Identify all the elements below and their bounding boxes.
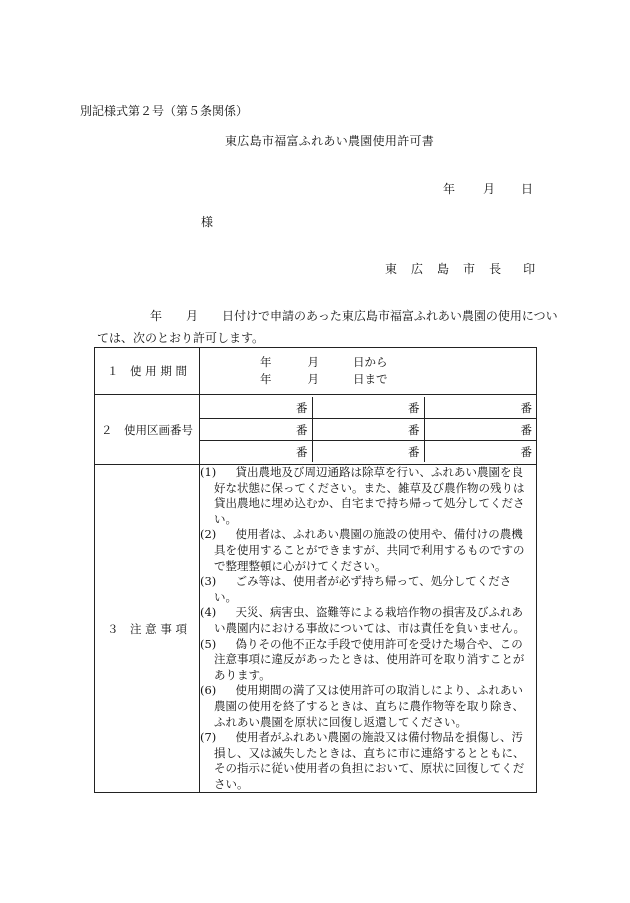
plot-number-cell: 番 [312,441,424,463]
precaution-number: (6) [200,683,217,698]
period-from: 年 月 日から [260,355,388,369]
precaution-line: で整理整頓に心がけてください。 [214,558,387,573]
usage-period-row [95,348,537,395]
plot-number-cell: 番 [424,441,536,463]
plot-number-cell: 番 [424,397,536,419]
precaution-line: い農園内における事故については、市は責任を負いません。 [214,620,525,635]
precaution-number: (3) [200,574,217,589]
precaution-number: (7) [200,730,217,745]
precaution-line: (4) 天災、病害虫、盗難等による栽培作物の損害及びふれあ [200,605,523,620]
body-line1-text: 日付けで申請のあった東広島市福富ふれあい農園の使用につい [222,309,558,323]
usage-period-value [200,348,537,395]
plot-number-cell: 番 [200,397,312,419]
document-title: 東広島市福富ふれあい農園使用許可書 [225,134,435,148]
issuer-char: 広 [411,262,424,276]
precautions-list [200,465,537,793]
plot-number-cell: 番 [296,444,308,459]
precaution-line: (5) 偽りその他不正な手段で使用許可を受けた場合や、この [200,636,523,651]
issuer-char: 長 [489,262,502,276]
precaution-number: (1) [200,465,217,479]
precaution-line: 具を使用することができますが、共同で利用するものですの [214,542,525,557]
plot-number-cell: 番 [424,419,536,441]
precaution-line: (1) 貸出農地及び周辺通路は除草を行い、ふれあい農園を良 [200,465,523,479]
precaution-line: (7) 使用者がふれあい農園の施設又は備付物品を損傷し、汚 [200,730,523,745]
form-reference: 別記様式第２号（第５条関係） [80,104,249,118]
precaution-line: 注意事項に違反があったときは、使用許可を取り消すことが [214,652,525,667]
issuer-char: 島 [437,262,450,276]
date-day-label: 日 [521,182,534,196]
precaution-line: (6) 使用期間の満了又は使用許可の取消しにより、ふれあい [200,683,523,698]
issuer-char: 市 [463,262,476,276]
plot-number-cell: 番 [200,419,312,441]
plot-number-row [95,395,537,465]
body-text-line-2: ては、次のとおり許可します。 [97,331,265,345]
usage-period-label: １ 使 用 期 間 [95,348,200,395]
date-line [443,180,533,197]
plot-number-grid [200,395,537,465]
precaution-line: その指示に従い使用者の負担において、原状に回復してくだ [214,761,525,776]
precautions-row [95,465,537,793]
date-year-label: 年 [443,182,456,196]
plot-number-cell: 番 [312,397,424,419]
precaution-line: さい。 [214,776,249,791]
precaution-line: (3) ごみ等は、使用者が必ず持ち帰って、処分してくださ [200,574,512,589]
issuer-line [385,260,535,277]
precaution-line: あります。 [214,667,271,682]
precaution-line: (2) 使用者は、ふれあい農園の施設の使用や、備付けの農機 [200,527,523,542]
precaution-line: 貸出農地に埋め込むか、自宅まで持ち帰って処分してくださ [214,496,525,511]
permit-table [94,347,537,793]
precautions-label: ３ 注 意 事 項 [95,465,200,793]
precaution-line: 農園の使用を終了するときは、直ちに農作物等を取り除き、 [214,698,525,713]
precaution-number: (5) [200,636,217,651]
plot-number-cell: 番 [312,419,424,441]
body-text-line-1 [150,307,558,324]
plot-number-label: ２ 使用区画番号 [95,395,200,465]
body-month-label: 月 [186,309,199,323]
plot-number-inner-table [200,397,536,462]
addressee-honorific: 様 [201,215,214,229]
precaution-line: 損し、又は滅失したときは、直ちに市に連絡するとともに、 [214,745,525,760]
period-to: 年 月 日まで [260,372,388,386]
seal-mark: 印 [523,262,536,276]
precaution-number: (4) [200,605,217,620]
precaution-line: ふれあい農園を原状に回復し返還してください。 [214,714,467,729]
issuer-char: 東 [385,262,398,276]
date-month-label: 月 [483,182,496,196]
precaution-line: 好な状態に保ってください。また、雑草及び農作物の残りは [214,480,525,495]
precaution-line: い。 [214,589,237,604]
precaution-number: (2) [200,527,217,542]
body-year-label: 年 [150,309,163,323]
precaution-line: い。 [214,511,237,526]
